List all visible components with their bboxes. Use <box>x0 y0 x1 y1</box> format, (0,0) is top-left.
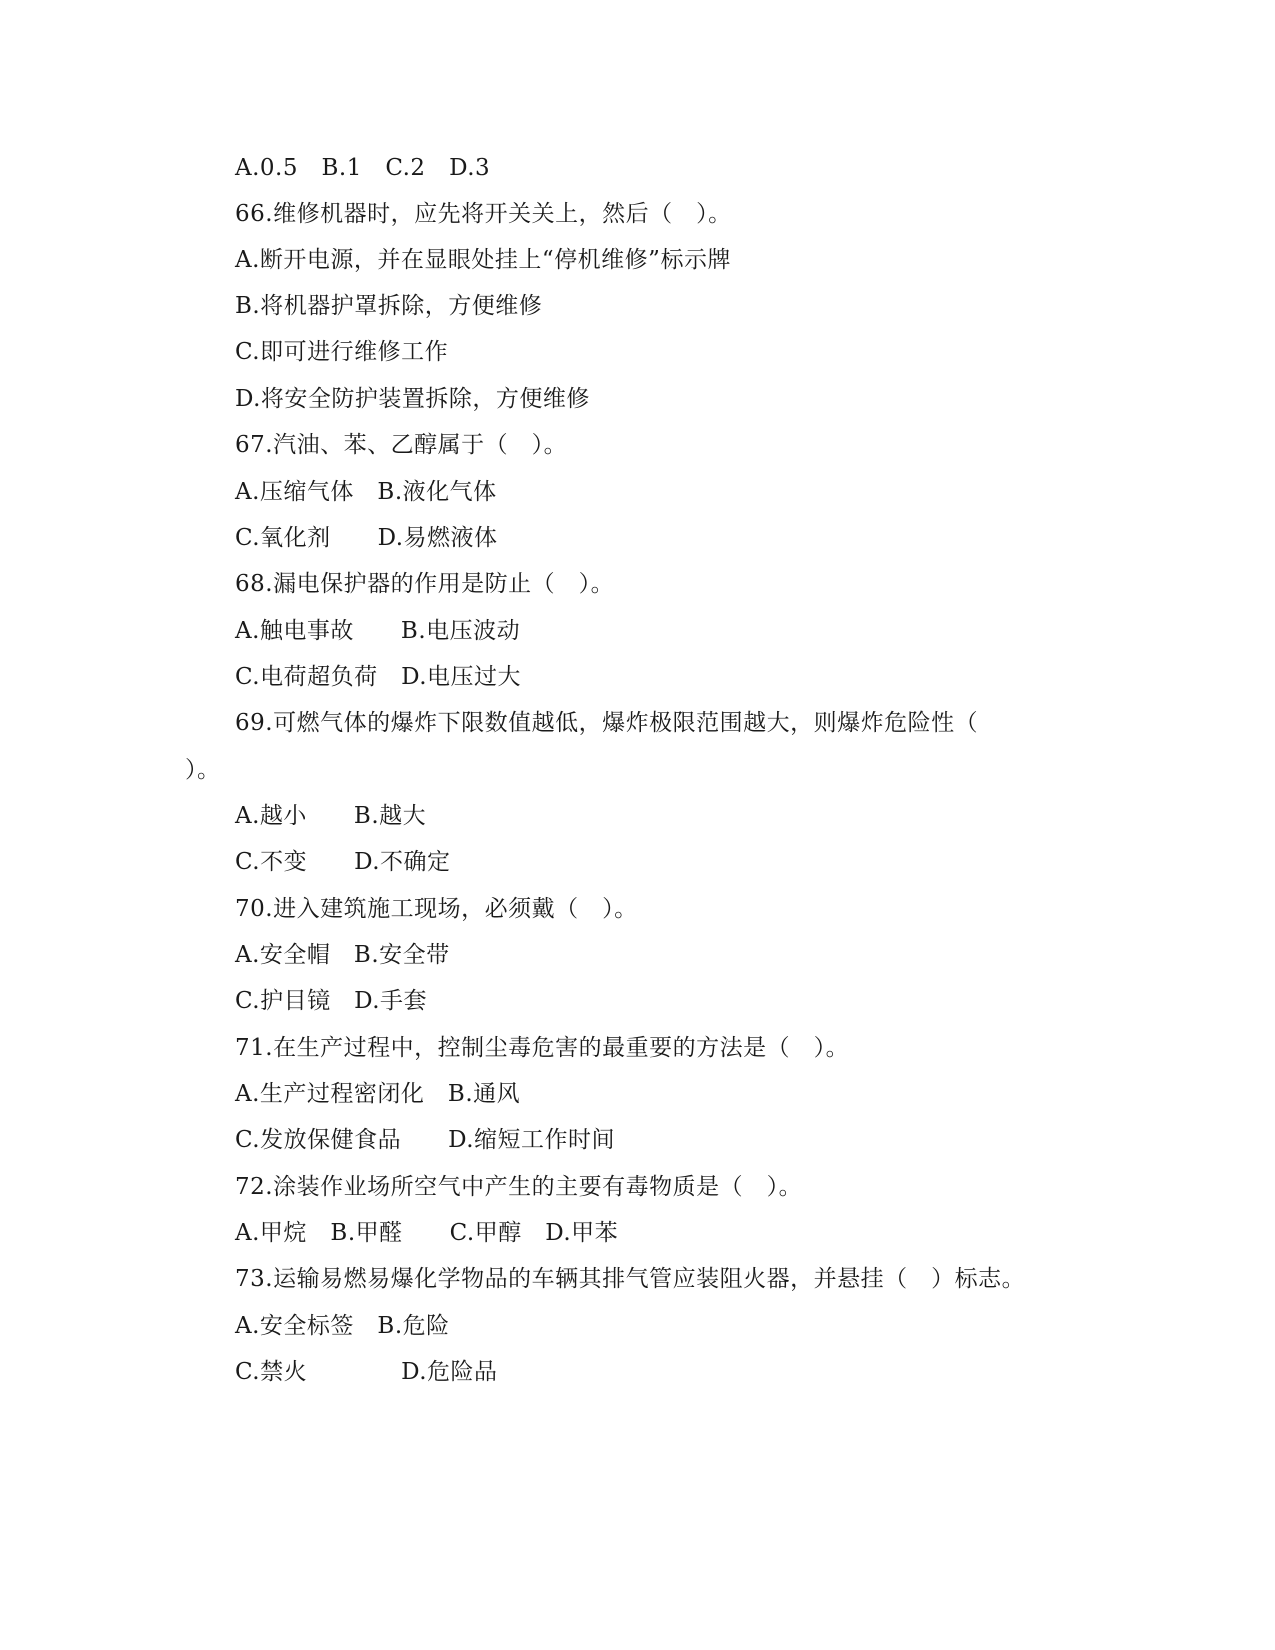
options-67-ab: A.压缩气体 B.液化气体 <box>235 479 497 505</box>
options-67-cd: C.氧化剂 D.易燃液体 <box>235 525 498 551</box>
option-66-b: B.将机器护罩拆除，方便维修 <box>235 293 543 319</box>
answer-options-q65: A.0.5 B.1 C.2 D.3 <box>235 155 491 181</box>
options-68-ab: A.触电事故 B.电压波动 <box>235 618 521 644</box>
options-71-cd: C.发放保健食品 D.缩短工作时间 <box>235 1127 616 1153</box>
option-66-c: C.即可进行维修工作 <box>235 339 449 365</box>
options-68-cd: C.电荷超负荷 D.电压过大 <box>235 664 522 690</box>
question-69: 69.可燃气体的爆炸下限数值越低，爆炸极限范围越大，则爆炸危险性（ <box>235 710 979 736</box>
options-73-ab: A.安全标签 B.危险 <box>235 1313 450 1339</box>
question-73: 73.运输易燃易爆化学物品的车辆其排气管应装阻火器，并悬挂（ ）标志。 <box>235 1266 1026 1292</box>
option-66-a: A.断开电源，并在显眼处挂上“停机维修”标示牌 <box>235 247 731 273</box>
options-69-ab: A.越小 B.越大 <box>235 803 427 829</box>
options-72: A.甲烷 B.甲醛 C.甲醇 D.甲苯 <box>235 1220 619 1246</box>
question-66: 66.维修机器时，应先将开关关上，然后（ ）。 <box>235 201 732 227</box>
options-73-cd: C.禁火 D.危险品 <box>235 1359 498 1385</box>
options-70-cd: C.护目镜 D.手套 <box>235 988 428 1014</box>
options-70-ab: A.安全帽 B.安全带 <box>235 942 450 968</box>
options-71-ab: A.生产过程密闭化 B.通风 <box>235 1081 521 1107</box>
question-67: 67.汽油、苯、乙醇属于（ ）。 <box>235 432 568 458</box>
question-68: 68.漏电保护器的作用是防止（ ）。 <box>235 571 615 597</box>
question-71: 71.在生产过程中，控制尘毒危害的最重要的方法是（ ）。 <box>235 1035 850 1061</box>
options-69-cd: C.不变 D.不确定 <box>235 849 451 875</box>
question-69-continuation: ）。 <box>185 757 221 783</box>
question-72: 72.涂装作业场所空气中产生的主要有毒物质是（ ）。 <box>235 1174 803 1200</box>
question-70: 70.进入建筑施工现场，必须戴（ ）。 <box>235 896 638 922</box>
option-66-d: D.将安全防护装置拆除，方便维修 <box>235 386 590 412</box>
